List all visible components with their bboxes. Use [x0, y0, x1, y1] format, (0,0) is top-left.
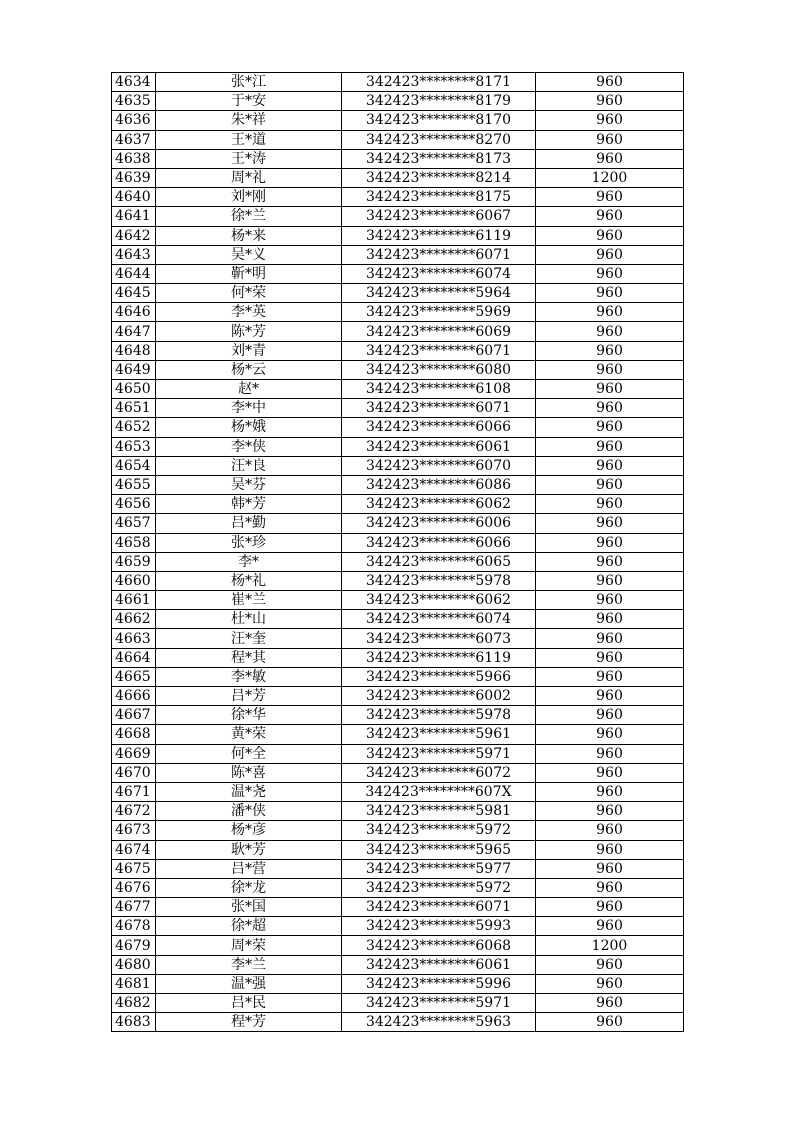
cell-name: 王*涛 [156, 149, 342, 168]
table-row [112, 533, 684, 552]
cell-name: 徐*龙 [156, 878, 342, 897]
cell-serial-number: 4634 [112, 73, 156, 92]
cell-id-number: 342423********6074 [342, 264, 536, 283]
cell-name: 李*侠 [156, 437, 342, 456]
cell-amount: 960 [536, 284, 684, 303]
cell-name: 温*强 [156, 974, 342, 993]
cell-serial-number: 4646 [112, 303, 156, 322]
cell-name: 朱*祥 [156, 111, 342, 130]
cell-id-number: 342423********5981 [342, 802, 536, 821]
cell-id-number: 342423********5972 [342, 821, 536, 840]
cell-amount: 960 [536, 303, 684, 322]
cell-id-number: 342423********6067 [342, 207, 536, 226]
cell-serial-number: 4669 [112, 744, 156, 763]
cell-name: 于*安 [156, 92, 342, 111]
table-row [112, 667, 684, 686]
table-row [112, 245, 684, 264]
table-row [112, 73, 684, 92]
cell-amount: 960 [536, 188, 684, 207]
cell-amount: 960 [536, 706, 684, 725]
table-row [112, 782, 684, 801]
cell-id-number: 342423********8170 [342, 111, 536, 130]
table-row [112, 744, 684, 763]
cell-name: 刘*青 [156, 341, 342, 360]
cell-id-number: 342423********607X [342, 782, 536, 801]
cell-serial-number: 4657 [112, 514, 156, 533]
cell-name: 李*英 [156, 303, 342, 322]
cell-name: 张*江 [156, 73, 342, 92]
cell-serial-number: 4641 [112, 207, 156, 226]
cell-serial-number: 4664 [112, 648, 156, 667]
cell-serial-number: 4673 [112, 821, 156, 840]
cell-serial-number: 4676 [112, 878, 156, 897]
cell-amount: 960 [536, 878, 684, 897]
cell-amount: 960 [536, 763, 684, 782]
cell-amount: 960 [536, 898, 684, 917]
cell-name: 李*敏 [156, 667, 342, 686]
cell-id-number: 342423********8175 [342, 188, 536, 207]
table-row [112, 495, 684, 514]
cell-id-number: 342423********6069 [342, 322, 536, 341]
cell-serial-number: 4662 [112, 610, 156, 629]
cell-amount: 960 [536, 725, 684, 744]
cell-amount: 960 [536, 821, 684, 840]
cell-serial-number: 4663 [112, 629, 156, 648]
cell-amount: 960 [536, 399, 684, 418]
table-row [112, 188, 684, 207]
cell-id-number: 342423********6119 [342, 226, 536, 245]
cell-amount: 960 [536, 629, 684, 648]
cell-name: 周*礼 [156, 168, 342, 187]
cell-serial-number: 4677 [112, 898, 156, 917]
cell-id-number: 342423********6119 [342, 648, 536, 667]
cell-id-number: 342423********6002 [342, 687, 536, 706]
cell-serial-number: 4660 [112, 571, 156, 590]
cell-amount: 960 [536, 744, 684, 763]
cell-serial-number: 4636 [112, 111, 156, 130]
table-row [112, 802, 684, 821]
cell-id-number: 342423********6071 [342, 341, 536, 360]
cell-amount: 960 [536, 360, 684, 379]
cell-id-number: 342423********5977 [342, 859, 536, 878]
table-row [112, 936, 684, 955]
table-row [112, 264, 684, 283]
cell-amount: 960 [536, 380, 684, 399]
cell-serial-number: 4672 [112, 802, 156, 821]
table-row [112, 725, 684, 744]
table-row [112, 917, 684, 936]
cell-serial-number: 4680 [112, 955, 156, 974]
cell-serial-number: 4644 [112, 264, 156, 283]
table-row [112, 687, 684, 706]
table-row [112, 706, 684, 725]
cell-serial-number: 4656 [112, 495, 156, 514]
cell-serial-number: 4640 [112, 188, 156, 207]
cell-amount: 960 [536, 73, 684, 92]
cell-amount: 960 [536, 859, 684, 878]
cell-amount: 960 [536, 475, 684, 494]
cell-amount: 960 [536, 687, 684, 706]
cell-amount: 960 [536, 994, 684, 1013]
table-row [112, 821, 684, 840]
table-row [112, 111, 684, 130]
cell-name: 杜*山 [156, 610, 342, 629]
table-row [112, 974, 684, 993]
cell-name: 温*尧 [156, 782, 342, 801]
cell-id-number: 342423********8179 [342, 92, 536, 111]
cell-serial-number: 4647 [112, 322, 156, 341]
cell-name: 汪*良 [156, 456, 342, 475]
cell-name: 吕*勤 [156, 514, 342, 533]
cell-serial-number: 4655 [112, 475, 156, 494]
table-row [112, 840, 684, 859]
table-row [112, 456, 684, 475]
cell-amount: 960 [536, 591, 684, 610]
cell-serial-number: 4643 [112, 245, 156, 264]
cell-name: 张*珍 [156, 533, 342, 552]
cell-name: 潘*侠 [156, 802, 342, 821]
cell-name: 黄*荣 [156, 725, 342, 744]
cell-amount: 960 [536, 92, 684, 111]
cell-serial-number: 4674 [112, 840, 156, 859]
cell-name: 徐*华 [156, 706, 342, 725]
records-table [111, 72, 684, 1032]
table-row [112, 418, 684, 437]
cell-id-number: 342423********5971 [342, 744, 536, 763]
table-row [112, 226, 684, 245]
table-row [112, 898, 684, 917]
cell-id-number: 342423********6065 [342, 552, 536, 571]
cell-amount: 960 [536, 1013, 684, 1032]
cell-id-number: 342423********8171 [342, 73, 536, 92]
cell-id-number: 342423********6086 [342, 475, 536, 494]
cell-serial-number: 4675 [112, 859, 156, 878]
cell-amount: 960 [536, 456, 684, 475]
cell-serial-number: 4638 [112, 149, 156, 168]
cell-amount: 960 [536, 974, 684, 993]
cell-id-number: 342423********6074 [342, 610, 536, 629]
cell-id-number: 342423********5969 [342, 303, 536, 322]
cell-id-number: 342423********6073 [342, 629, 536, 648]
cell-id-number: 342423********8173 [342, 149, 536, 168]
cell-id-number: 342423********5978 [342, 706, 536, 725]
cell-serial-number: 4648 [112, 341, 156, 360]
cell-id-number: 342423********6071 [342, 898, 536, 917]
cell-amount: 960 [536, 782, 684, 801]
cell-serial-number: 4670 [112, 763, 156, 782]
cell-name: 吕*芳 [156, 687, 342, 706]
cell-amount: 960 [536, 264, 684, 283]
table-row [112, 360, 684, 379]
cell-id-number: 342423********6068 [342, 936, 536, 955]
cell-id-number: 342423********8270 [342, 130, 536, 149]
cell-id-number: 342423********6108 [342, 380, 536, 399]
table-row [112, 610, 684, 629]
cell-name: 陈*芳 [156, 322, 342, 341]
cell-name: 程*芳 [156, 1013, 342, 1032]
table-row [112, 149, 684, 168]
cell-id-number: 342423********5964 [342, 284, 536, 303]
cell-serial-number: 4667 [112, 706, 156, 725]
table-row [112, 284, 684, 303]
cell-id-number: 342423********5972 [342, 878, 536, 897]
cell-id-number: 342423********6066 [342, 418, 536, 437]
cell-id-number: 342423********5961 [342, 725, 536, 744]
cell-id-number: 342423********6006 [342, 514, 536, 533]
cell-serial-number: 4653 [112, 437, 156, 456]
cell-serial-number: 4649 [112, 360, 156, 379]
cell-id-number: 342423********5966 [342, 667, 536, 686]
table-row [112, 341, 684, 360]
cell-serial-number: 4671 [112, 782, 156, 801]
cell-name: 杨*娥 [156, 418, 342, 437]
table-row [112, 648, 684, 667]
cell-name: 何*荣 [156, 284, 342, 303]
cell-name: 杨*来 [156, 226, 342, 245]
cell-name: 耿*芳 [156, 840, 342, 859]
cell-id-number: 342423********5963 [342, 1013, 536, 1032]
cell-id-number: 342423********6072 [342, 763, 536, 782]
cell-amount: 960 [536, 418, 684, 437]
table-row [112, 955, 684, 974]
cell-serial-number: 4642 [112, 226, 156, 245]
cell-serial-number: 4645 [112, 284, 156, 303]
cell-serial-number: 4658 [112, 533, 156, 552]
cell-serial-number: 4683 [112, 1013, 156, 1032]
cell-id-number: 342423********5993 [342, 917, 536, 936]
table-row [112, 168, 684, 187]
cell-serial-number: 4650 [112, 380, 156, 399]
cell-amount: 960 [536, 245, 684, 264]
cell-name: 靳*明 [156, 264, 342, 283]
cell-name: 李*中 [156, 399, 342, 418]
cell-amount: 960 [536, 955, 684, 974]
cell-serial-number: 4661 [112, 591, 156, 610]
table-row [112, 92, 684, 111]
cell-serial-number: 4679 [112, 936, 156, 955]
table-row [112, 763, 684, 782]
cell-name: 周*荣 [156, 936, 342, 955]
table-row [112, 303, 684, 322]
cell-serial-number: 4652 [112, 418, 156, 437]
cell-id-number: 342423********5965 [342, 840, 536, 859]
table-row [112, 380, 684, 399]
cell-name: 张*国 [156, 898, 342, 917]
cell-amount: 960 [536, 552, 684, 571]
table-row [112, 629, 684, 648]
cell-id-number: 342423********6071 [342, 245, 536, 264]
cell-id-number: 342423********6080 [342, 360, 536, 379]
table-row [112, 437, 684, 456]
cell-amount: 960 [536, 437, 684, 456]
cell-name: 吕*营 [156, 859, 342, 878]
table-row [112, 552, 684, 571]
cell-amount: 960 [536, 226, 684, 245]
cell-name: 李*兰 [156, 955, 342, 974]
cell-amount: 960 [536, 111, 684, 130]
cell-amount: 960 [536, 571, 684, 590]
cell-serial-number: 4668 [112, 725, 156, 744]
cell-name: 吴*芬 [156, 475, 342, 494]
cell-id-number: 342423********8214 [342, 168, 536, 187]
table-row [112, 878, 684, 897]
cell-amount: 960 [536, 648, 684, 667]
cell-name: 崔*兰 [156, 591, 342, 610]
cell-amount: 960 [536, 610, 684, 629]
table-row [112, 322, 684, 341]
cell-amount: 960 [536, 130, 684, 149]
cell-serial-number: 4681 [112, 974, 156, 993]
cell-name: 徐*超 [156, 917, 342, 936]
cell-amount: 960 [536, 917, 684, 936]
records-table-body [112, 73, 684, 1032]
cell-name: 刘*刚 [156, 188, 342, 207]
cell-id-number: 342423********5978 [342, 571, 536, 590]
table-row [112, 1013, 684, 1032]
cell-amount: 960 [536, 802, 684, 821]
cell-serial-number: 4637 [112, 130, 156, 149]
table-row [112, 399, 684, 418]
cell-name: 韩*芳 [156, 495, 342, 514]
cell-id-number: 342423********6061 [342, 955, 536, 974]
cell-name: 李* [156, 552, 342, 571]
cell-name: 吴*义 [156, 245, 342, 264]
table-row [112, 994, 684, 1013]
cell-amount: 960 [536, 840, 684, 859]
cell-name: 何*全 [156, 744, 342, 763]
cell-amount: 960 [536, 495, 684, 514]
cell-serial-number: 4682 [112, 994, 156, 1013]
cell-name: 汪*奎 [156, 629, 342, 648]
cell-id-number: 342423********6071 [342, 399, 536, 418]
cell-id-number: 342423********6062 [342, 591, 536, 610]
cell-serial-number: 4651 [112, 399, 156, 418]
cell-serial-number: 4659 [112, 552, 156, 571]
table-row [112, 591, 684, 610]
cell-id-number: 342423********5996 [342, 974, 536, 993]
cell-name: 陈*喜 [156, 763, 342, 782]
cell-amount: 960 [536, 667, 684, 686]
cell-serial-number: 4678 [112, 917, 156, 936]
cell-id-number: 342423********6070 [342, 456, 536, 475]
cell-amount: 1200 [536, 168, 684, 187]
cell-amount: 960 [536, 533, 684, 552]
cell-serial-number: 4639 [112, 168, 156, 187]
cell-serial-number: 4666 [112, 687, 156, 706]
cell-id-number: 342423********5971 [342, 994, 536, 1013]
table-row [112, 207, 684, 226]
cell-amount: 960 [536, 514, 684, 533]
table-row [112, 130, 684, 149]
cell-id-number: 342423********6062 [342, 495, 536, 514]
cell-amount: 960 [536, 149, 684, 168]
cell-name: 赵* [156, 380, 342, 399]
cell-name: 王*道 [156, 130, 342, 149]
table-row [112, 571, 684, 590]
cell-name: 程*其 [156, 648, 342, 667]
cell-id-number: 342423********6061 [342, 437, 536, 456]
cell-name: 杨*彦 [156, 821, 342, 840]
cell-name: 吕*民 [156, 994, 342, 1013]
cell-serial-number: 4654 [112, 456, 156, 475]
cell-name: 杨*礼 [156, 571, 342, 590]
table-row [112, 475, 684, 494]
table-row [112, 514, 684, 533]
cell-serial-number: 4635 [112, 92, 156, 111]
cell-name: 徐*兰 [156, 207, 342, 226]
cell-amount: 960 [536, 207, 684, 226]
table-row [112, 859, 684, 878]
cell-amount: 960 [536, 341, 684, 360]
cell-serial-number: 4665 [112, 667, 156, 686]
cell-name: 杨*云 [156, 360, 342, 379]
cell-amount: 960 [536, 322, 684, 341]
cell-amount: 1200 [536, 936, 684, 955]
cell-id-number: 342423********6066 [342, 533, 536, 552]
